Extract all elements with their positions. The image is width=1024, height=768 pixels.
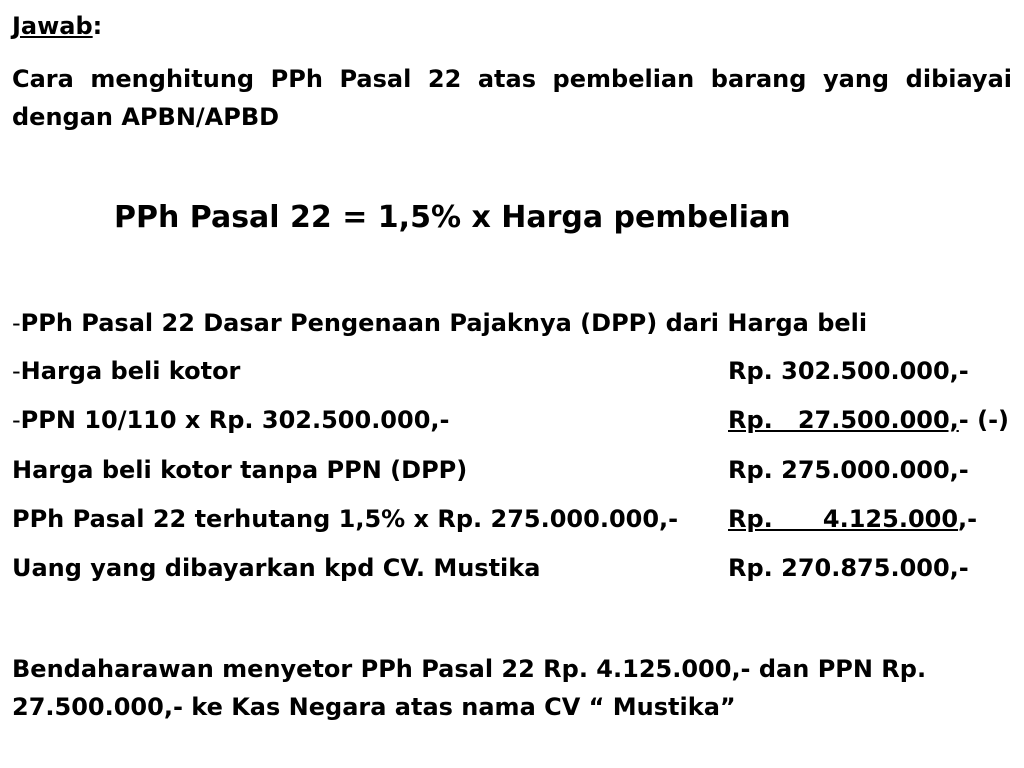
- calc-row-paid-to-cv: [12, 554, 540, 582]
- calc-row-pph-owed: [12, 505, 678, 533]
- amount-pph-owed-value: Rp. 4.125.000: [728, 505, 959, 533]
- answer-heading: [12, 12, 102, 40]
- row-label: Harga beli kotor tanpa PPN (DPP): [12, 456, 468, 484]
- amount-pph-owed: [728, 505, 977, 533]
- amount-ppn-suffix: - (-): [958, 406, 1010, 434]
- answer-heading-colon: :: [92, 12, 103, 40]
- amount-ppn: [728, 406, 1009, 434]
- row-label: PPh Pasal 22 terhutang 1,5% x Rp. 275.000.000,-: [12, 505, 679, 533]
- calc-row-dpp: [12, 456, 467, 484]
- row-prefix: -: [12, 309, 21, 337]
- amount-gross-price: Rp. 302.500.000,-: [728, 357, 969, 385]
- calc-row-ppn: [12, 406, 449, 434]
- intro-paragraph: Cara menghitung PPh Pasal 22 atas pembelian barang yang dibiayai dengan APBN/APBD: [12, 65, 1012, 131]
- calc-row-gross-price: [12, 357, 240, 385]
- answer-heading-label: Jawab: [12, 12, 93, 40]
- amount-dpp: Rp. 275.000.000,-: [728, 456, 969, 484]
- closing-paragraph: Bendaharawan menyetor PPh Pasal 22 Rp. 4.125.000,- dan PPN Rp. 27.500.000,- ke Kas Negara atas nama CV “ Mustika”: [12, 655, 927, 721]
- amount-pph-owed-suffix: ,-: [958, 505, 978, 533]
- row-label: Harga beli kotor: [20, 357, 241, 385]
- amount-paid-to-cv: Rp. 270.875.000,-: [728, 554, 969, 582]
- row-label: PPh Pasal 22 Dasar Pengenaan Pajaknya (DPP) dari Harga beli: [20, 309, 868, 337]
- row-label: Uang yang dibayarkan kpd CV. Mustika: [12, 554, 541, 582]
- row-label: PPN 10/110 x Rp. 302.500.000,-: [20, 406, 450, 434]
- amount-ppn-value: Rp. 27.500.000,: [728, 406, 959, 434]
- calc-row-dpp-basis: [12, 309, 867, 337]
- formula: PPh Pasal 22 = 1,5% x Harga pembelian: [114, 200, 791, 235]
- row-prefix: -: [12, 406, 21, 434]
- row-prefix: -: [12, 357, 21, 385]
